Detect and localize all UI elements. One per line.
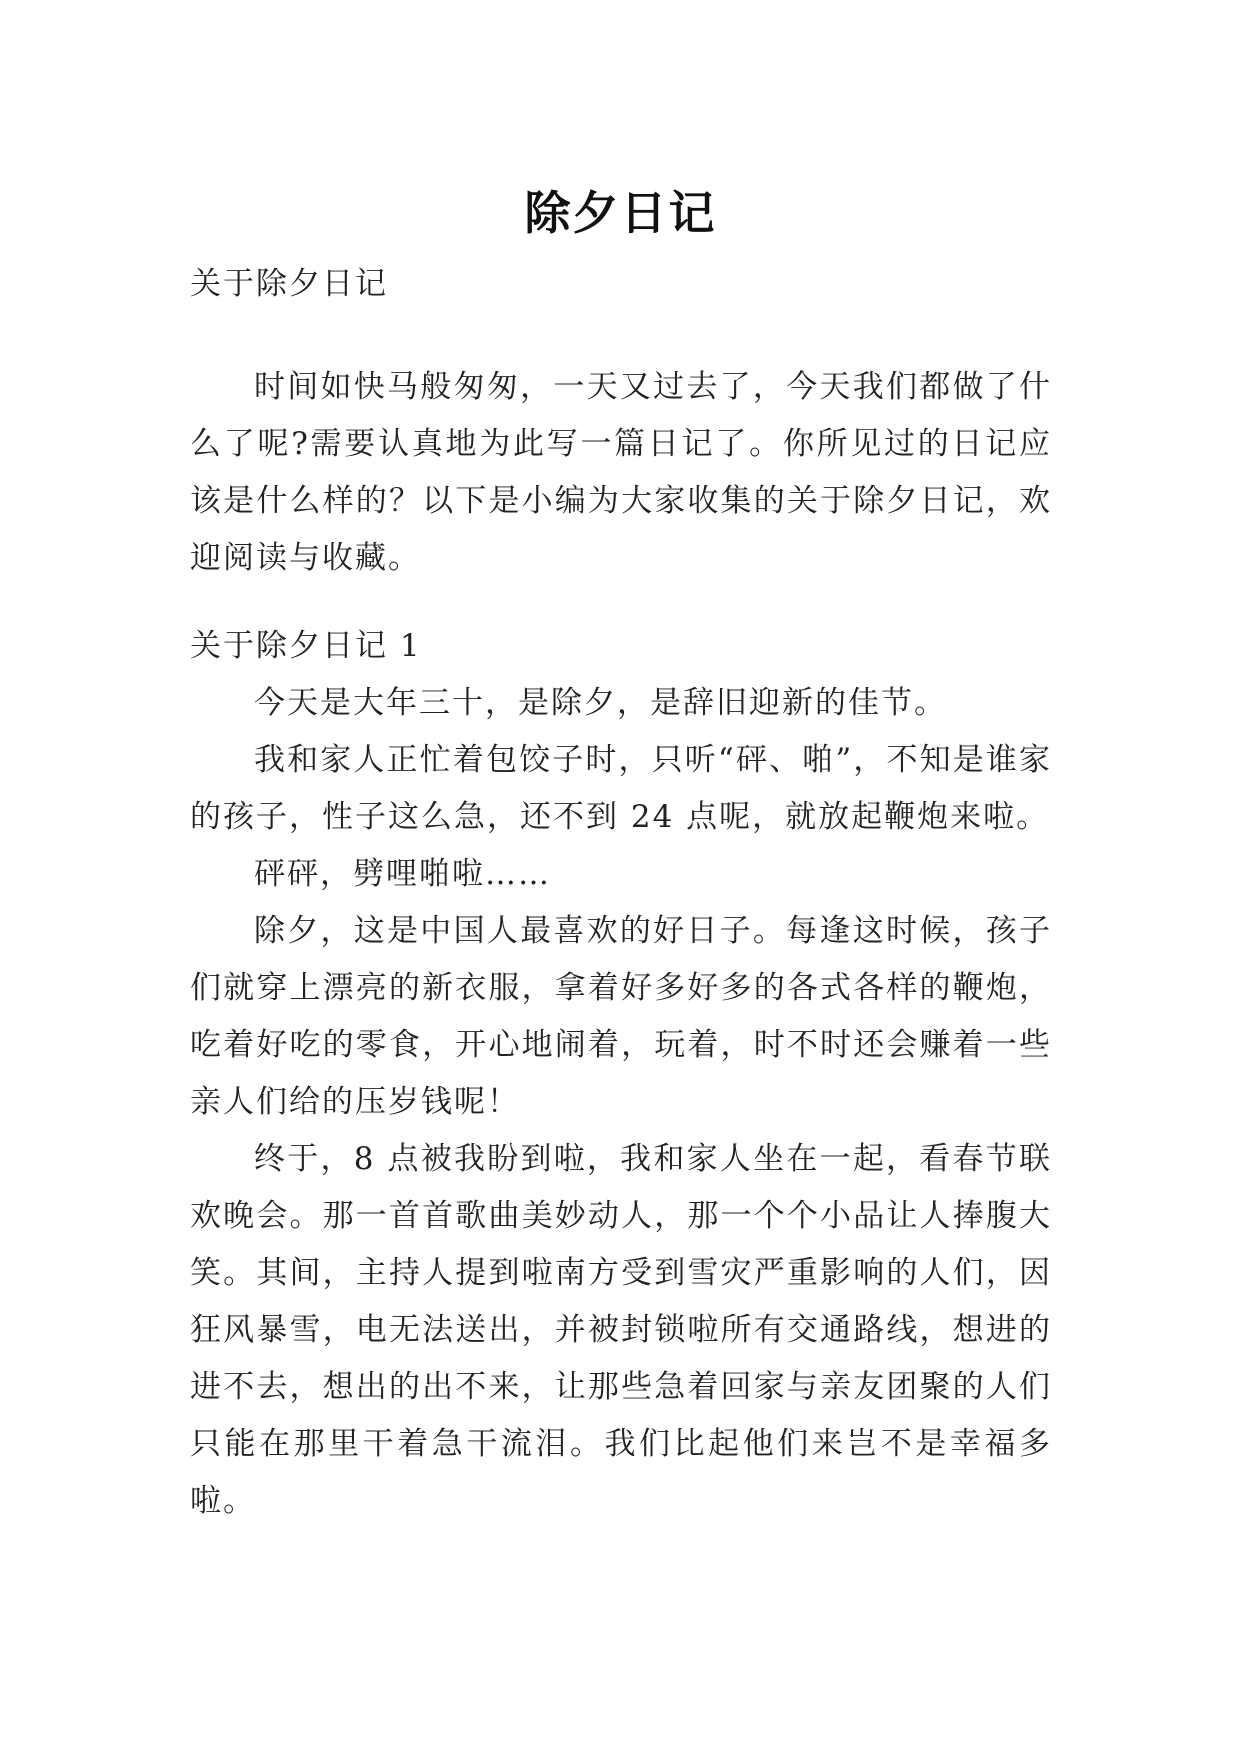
subtitle-block — [190, 256, 1052, 313]
intro-paragraph: 时间如快马般匆匆，一天又过去了，今天我们都做了什么了呢?需要认真地为此写一篇日记了。你所见过的日记应该是什么样的？以下是小编为大家收集的关于除夕日记，欢迎阅读与收藏。 — [190, 369, 1052, 576]
body-paragraph: 终于，8 点被我盼到啦，我和家人坐在一起，看春节联欢晚会。那一首首歌曲美妙动人，那一个个小品让人捧腹大笑。其间，主持人提到啦南方受到雪灾严重影响的人们，因狂风暴雪，电无法送出，并被封锁啦所有交通路线，想进的进不去，想出的出不来，让那些急着回家与亲友团聚的人们只能在那里干着急干流泪。我们比起他们来岂不是幸福多啦。 — [190, 1141, 1052, 1519]
body-paragraph: 今天是大年三十，是除夕，是辞旧迎新的佳节。 — [254, 685, 947, 721]
document-title: 除夕日记 — [524, 185, 717, 240]
intro-block — [190, 359, 1052, 587]
body-paragraph: 除夕，这是中国人最喜欢的好日子。每逢这时候，孩子们就穿上漂亮的新衣服，拿着好多好多的各式各样的鞭炮，吃着好吃的零食，开心地闹着，玩着，时不时还会赚着一些亲人们给的压岁钱呢！ — [190, 913, 1052, 1120]
section-1 — [190, 618, 1052, 1530]
body-paragraph: 我和家人正忙着包饺子时，只听“砰、啪”，不知是谁家的孩子，性子这么急，还不到 24 点呢，就放起鞭炮来啦。 — [190, 742, 1052, 835]
section-heading: 关于除夕日记 1 — [190, 628, 422, 664]
document-subtitle: 关于除夕日记 — [190, 266, 388, 302]
body-paragraph: 砰砰，劈哩啪啦…… — [254, 856, 551, 892]
